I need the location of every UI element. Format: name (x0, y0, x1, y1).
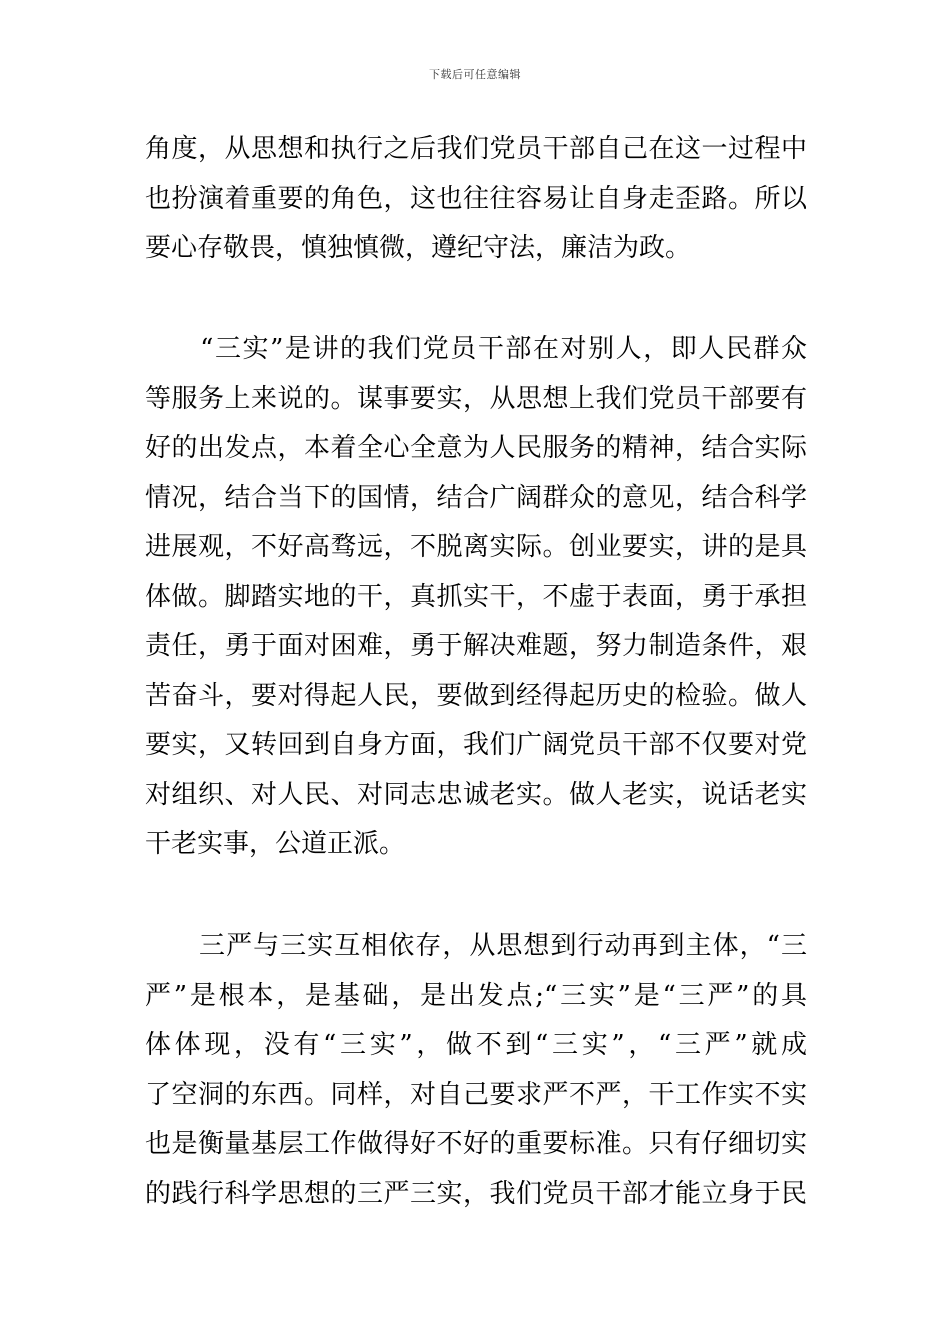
paragraph-1 (145, 125, 807, 274)
text-line: 好的出发点，本着全心全意为人民服务的精神，结合实际 (145, 433, 807, 463)
text-line: 三严与三实互相依存，从思想到行动再到主体，“三 (145, 931, 807, 961)
text-line: 对组织、对人民、对同志忠诚老实。做人老实，说话老实 (145, 779, 807, 810)
paragraph-3 (145, 922, 807, 1219)
text-line: 情况，结合当下的国情，结合广阔群众的意见，结合科学 (145, 482, 807, 513)
text-line: 要心存敬畏，慎独慎微，遵纪守法，廉洁为政。 (145, 233, 692, 263)
text-line: 也扮演着重要的角色，这也往往容易让自身走歪路。所以 (145, 183, 807, 214)
paragraph-2 (145, 325, 807, 870)
page-header-note: 下载后可任意编辑 (429, 68, 521, 81)
text-line: 干老实事，公道正派。 (145, 829, 406, 859)
text-line: 体做。脚踏实地的干，真抓实干，不虚于表面，勇于承担 (145, 581, 807, 612)
text-line: 角度，从思想和执行之后我们党员干部自己在这一过程中 (145, 134, 807, 164)
text-line: 了空洞的东西。同样，对自己要求严不严，干工作实不实 (145, 1079, 807, 1110)
text-line: 的践行科学思想的三严三实，我们党员干部才能立身于民 (145, 1178, 807, 1209)
text-line: 苦奋斗，要对得起人民，要做到经得起历史的检验。做人 (145, 680, 807, 711)
text-line: 也是衡量基层工作做得好不好的重要标准。只有仔细切实 (145, 1129, 807, 1159)
text-line: “三实”是讲的我们党员干部在对别人，即人民群众 (145, 334, 807, 364)
text-line: 责任，勇于面对困难，勇于解决难题，努力制造条件，艰 (145, 631, 807, 661)
text-line: 严”是根本，是基础，是出发点;“三实”是“三严”的具 (145, 980, 807, 1011)
text-line: 体体现，没有“三实”，做不到“三实”，“三严”就成 (145, 1030, 807, 1060)
text-line: 要实，又转回到自身方面，我们广阔党员干部不仅要对党 (145, 730, 807, 760)
text-line: 进展观，不好高骛远，不脱离实际。创业要实，讲的是具 (145, 532, 807, 562)
text-line: 等服务上来说的。谋事要实，从思想上我们党员干部要有 (145, 383, 807, 414)
